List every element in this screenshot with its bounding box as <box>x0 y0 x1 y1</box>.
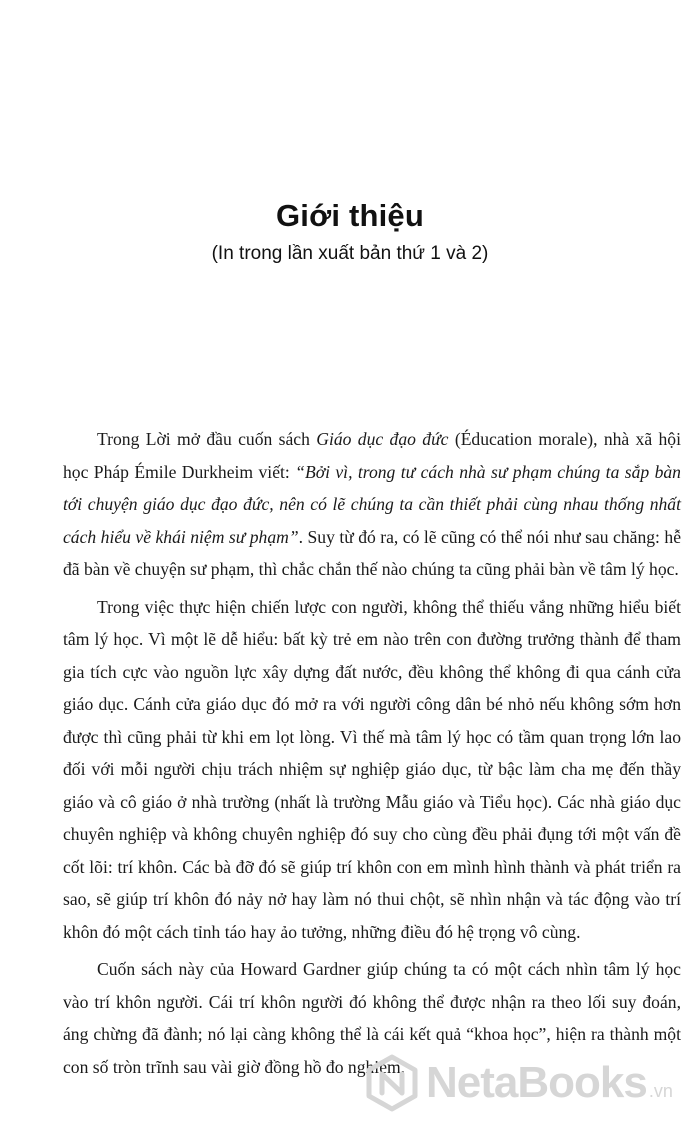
watermark-suffix: .vn <box>648 1081 673 1101</box>
page-subtitle: (In trong lần xuất bản thứ 1 và 2) <box>211 243 489 264</box>
watermark-brand <box>426 1058 673 1108</box>
paragraph-1-intro: Trong Lời mở đầu cuốn sách <box>97 429 317 449</box>
book-title-italic: Giáo dục đạo đức <box>316 429 449 449</box>
watermark <box>362 1050 692 1116</box>
netabooks-logo-icon <box>362 1053 422 1113</box>
paragraph-1 <box>63 423 681 586</box>
paragraph-2: Trong việc thực hiện chiến lược con người, không thể thiếu vắng những hiểu biết tâm lý học. Vì một lẽ dễ hiểu: bất kỳ trẻ em nào trên con đường trưởng thành để tham gia tích cực vào nguồn lực xây dựng đất nước, đều không thể không đi qua cánh cửa giáo dục. Cánh cửa giáo dục đó mở ra với người công dân bé nhỏ nếu không sớm hơn được thì cũng phải từ khi em lọt lòng. Vì thế mà tâm lý học có tầm quan trọng lớn lao đối với mỗi người chịu trách nhiệm sự nghiệp giáo dục, từ bậc làm cha mẹ đến thầy giáo và cô giáo ở nhà trường (nhất là trường Mẫu giáo và Tiểu học). Các nhà giáo dục chuyên nghiệp và không chuyên nghiệp đó suy cho cùng đều phải đụng tới một vấn đề cốt lõi: trí khôn. Các bà đỡ đó sẽ giúp trí khôn con em mình hình thành và phát triển ra sao, sẽ giúp trí khôn đó nảy nở hay làm nó thui chột, sẽ nhìn nhận và tác động vào trí khôn đó một cách tỉnh táo hay ảo tưởng, những điều đó hệ trọng vô cùng. <box>63 596 681 942</box>
body-text <box>63 423 681 1088</box>
durkheim-quote: “Bởi vì, trong tư cách nhà sư phạm chúng ta sắp bàn tới chuyện giáo dục đạo đức, nên có lẽ chúng ta cần thiết phải cùng nhau thống nhất cách hiểu về khái niệm sư phạm” <box>63 461 681 547</box>
page-title: Giới thiệu <box>275 198 425 233</box>
paragraph-1-end: . Suy từ đó ra, có lẽ cũng có thể nói như sau chăng: hễ đã bàn về chuyện sư phạm, thì chắc chắn thế nào chúng ta cũng phải bàn về tâm lý học. <box>63 526 682 579</box>
paragraph-1-middle: (Éducation morale), nhà xã hội học Pháp Émile Durkheim viết: <box>63 429 681 482</box>
watermark-brand-name: NetaBooks <box>426 1058 647 1107</box>
paragraph-3: Cuốn sách này của Howard Gardner giúp chúng ta có một cách nhìn tâm lý học vào trí khôn người. Cái trí khôn người đó không thể được nhận ra theo lối suy đoán, áng chừng đã đành; nó lại càng không thể là cái kết quả “khoa học”, hiện ra thành một con số tròn trĩnh sau vài giờ đồng hồ đo nghiệm, <box>63 959 681 1077</box>
